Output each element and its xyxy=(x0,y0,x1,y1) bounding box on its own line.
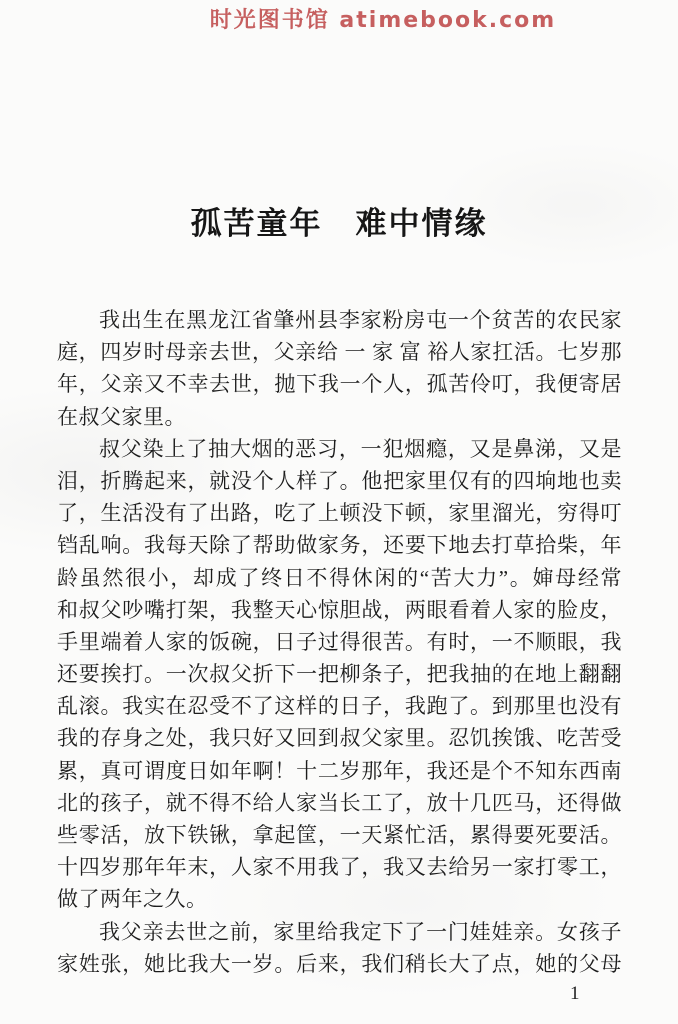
text-line: 我父亲去世之前，家里给我定下了一门娃娃亲。女孩子 xyxy=(99,919,622,944)
text-line: 累，真可谓度日如年啊！十二岁那年，我还是个不知东西南 xyxy=(57,758,622,783)
text-line: 做了两年之久。 xyxy=(57,887,208,912)
text-line: 家姓张，她比我大一岁。后来，我们稍长大了点，她的父母 xyxy=(57,951,622,976)
text-line: 手里端着人家的饭碗，日子过得很苦。有时，一不顺眼，我 xyxy=(57,629,622,654)
text-line: 乱滚。我实在忍受不了这样的日子，我跑了。到那里也没有 xyxy=(57,694,622,719)
text-line: 和叔父吵嘴打架，我整天心惊胆战，两眼看着人家的脸皮， xyxy=(57,597,622,622)
text-line: 泪，折腾起来，就没个人样了。他把家里仅有的四垧地也卖 xyxy=(57,468,622,493)
chapter-title: 孤苦童年 难中情缘 xyxy=(190,206,488,241)
text-line: 铛乱响。我每天除了帮助做家务，还要下地去打草拾柴，年 xyxy=(57,533,622,558)
text-line: 年，父亲又不幸去世，抛下我一个人，孤苦伶叮，我便寄居 xyxy=(57,372,622,397)
text-line: 叔父染上了抽大烟的恶习，一犯烟瘾，又是鼻涕，又是 xyxy=(99,436,622,461)
page-number: 1 xyxy=(570,983,580,1004)
text-line: 十四岁那年年末，人家不用我了，我又去给另一家打零工， xyxy=(57,855,622,880)
text-line: 还要挨打。一次叔父折下一把柳条子，把我抽的在地上翻翻 xyxy=(57,662,622,687)
text-line: 在叔父家里。 xyxy=(57,404,186,429)
text-line: 了，生活没有了出路，吃了上顿没下顿，家里溜光，穷得叮 xyxy=(57,501,622,526)
watermark-header: 时光图书馆 atimebook.com xyxy=(209,8,557,33)
text-line: 些零活，放下铁锹，拿起筐，一天紧忙活，累得要死要活。 xyxy=(57,823,622,847)
text-line: 庭，四岁时母亲去世，父亲给 一 家 富 裕人家扛活。七岁那 xyxy=(57,340,622,365)
body-text xyxy=(57,304,622,980)
text-line: 龄虽然很小，却成了终日不得休闲的“苦大力”。婶母经常 xyxy=(57,565,622,590)
text-line: 北的孩子，就不得不给人家当长工了，放十几匹马，还得做 xyxy=(57,790,622,815)
text-line: 我出生在黑龙江省肇州县李家粉房屯一个贫苦的农民家 xyxy=(99,308,622,332)
text-line: 我的存身之处，我只好又回到叔父家里。忍饥挨饿、吃苦受 xyxy=(57,726,622,751)
